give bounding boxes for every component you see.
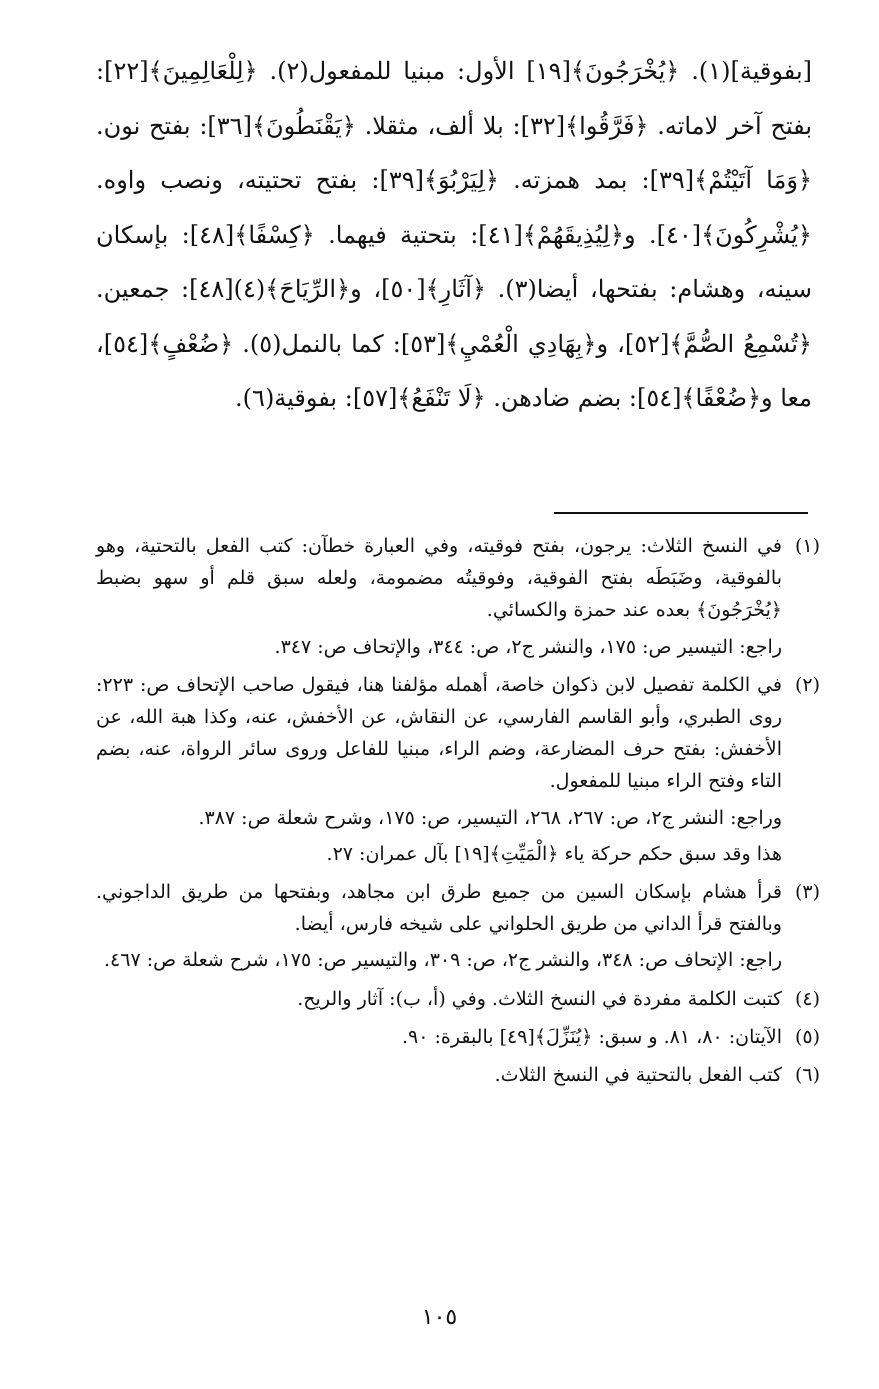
main-paragraph: [بفوقية](١). ﴿يُخْرَجُونَ﴾[١٩] الأول: مبنيا للمفعول(٢). ﴿لِلْعَالِمِينَ﴾[٢٢]: بفتح آخر لاماته. ﴿فَرَّقُوا﴾[٣٢]: بلا ألف، مثقلا. ﴿يَقْنَطُونَ﴾[٣٦]: بفتح نون. ﴿وَمَا آتَيْتُمْ﴾[٣٩]: بمد همزته. ﴿لِيَرْبُوَ﴾[٣٩]: بفتح تحتيته، ونصب واوه. ﴿يُشْرِكُونَ﴾[٤٠]. و﴿لِيُذِيقَهُمْ﴾[٤١]: بتحتية فيهما. ﴿كِسْفًا﴾[٤٨]: بإسكان سينه، وهشام: بفتحها، أيضا(٣). ﴿آثَارِ﴾[٥٠]، و﴿الرِّيَاحَ﴾(٤)[٤٨]: جمعين. ﴿تُسْمِعُ الصُّمَّ﴾[٥٢]، و﴿بِهَادِي الْعُمْيِ﴾[٥٣]: كما بالنمل(٥). ﴿ضُعْفٍ﴾[٥٤]، معا و﴿ضُعْفًا﴾[٥٤]: بضم ضادهن. ﴿لَا تَنْفَعُ﴾[٥٧]: بفوقية(٦). [96, 57, 813, 412]
footnote-4 [96, 983, 820, 1015]
footnote-number: (٣) [794, 881, 820, 904]
footnote-reference: راجع: الإتحاف ص: ٣٤٨، والنشر ج٢، ص: ٣٠٩، والتيسير ص: ١٧٥، شرح شعلة ص: ٤٦٧. [103, 949, 782, 972]
footnote-number: (٤) [794, 987, 820, 1010]
footnotes-section [96, 530, 820, 1097]
footnote-note: هذا وقد سبق حكم حركة ياء ﴿الْمَيِّتِ﴾[١٩] بآل عمران: ٢٧. [326, 842, 782, 865]
footnote-6 [96, 1059, 820, 1091]
footnote-text: قرأ هشام بإسكان السين من جميع طرق ابن مجاهد، وبفتحها من طريق الداجوني. وبالفتح قرأ الداني من طريق الحلواني على شيخه فارس، أيضا. [96, 881, 782, 936]
footnote-divider [554, 512, 808, 514]
footnote-text: في النسخ الثلاث: يرجون، بفتح فوقيته، وفي العبارة خطآن: كتب الفعل بالتحتية، وهو بالفوقية، وضَبَطَه بفتح الفوقية، وفوقيتُه مضمومة، ولعله سبق قلم أو سهو بضبط ﴿يُخْرَجُونَ﴾ بعده عند حمزة والكسائي. [96, 535, 782, 622]
footnote-text: الآيتان: ٨٠، ٨١. و سبق: ﴿يُنَزِّلَ﴾[٤٩] بالبقرة: ٩٠. [401, 1025, 782, 1048]
footnote-3 [96, 876, 820, 977]
footnote-reference: وراجع: النشر ج٢، ص: ٢٦٧، ٢٦٨، التيسير، ص: ١٧٥، وشرح شعلة ص: ٣٨٧. [198, 806, 782, 829]
main-text-block [96, 44, 812, 426]
footnote-number: (٥) [794, 1025, 820, 1048]
footnote-1 [96, 530, 820, 663]
footnote-number: (٢) [794, 673, 820, 696]
footnote-text: كتبت الكلمة مفردة في النسخ الثلاث. وفي (أ، ب): آثار والريح. [297, 987, 782, 1010]
footnote-number: (١) [794, 535, 820, 557]
footnote-2 [96, 669, 820, 870]
footnote-5 [96, 1021, 820, 1053]
footnote-text: في الكلمة تفصيل لابن ذكوان خاصة، أهمله مؤلفنا هنا، فيقول صاحب الإتحاف ص: ٢٢٣: روى الطبري، وأبو القاسم الفارسي، عن النقاش، عن الأخفش، عنه، وكذا هبة الله، عن الأخفش: بفتح حرف المضارعة، وضم الراء، مبنيا للفاعل وروى سائر الرواة، عنه، بضم التاء وفتح الراء مبنيا للمفعول. [96, 673, 782, 793]
footnote-reference: راجع: التيسير ص: ١٧٥، والنشر ج٢، ص: ٣٤٤، والإتحاف ص: ٣٤٧. [274, 635, 782, 658]
page-number: ١٠٥ [421, 1305, 458, 1330]
footnote-text: كتب الفعل بالتحتية في النسخ الثلاث. [494, 1064, 782, 1087]
footnote-number: (٦) [794, 1064, 820, 1087]
